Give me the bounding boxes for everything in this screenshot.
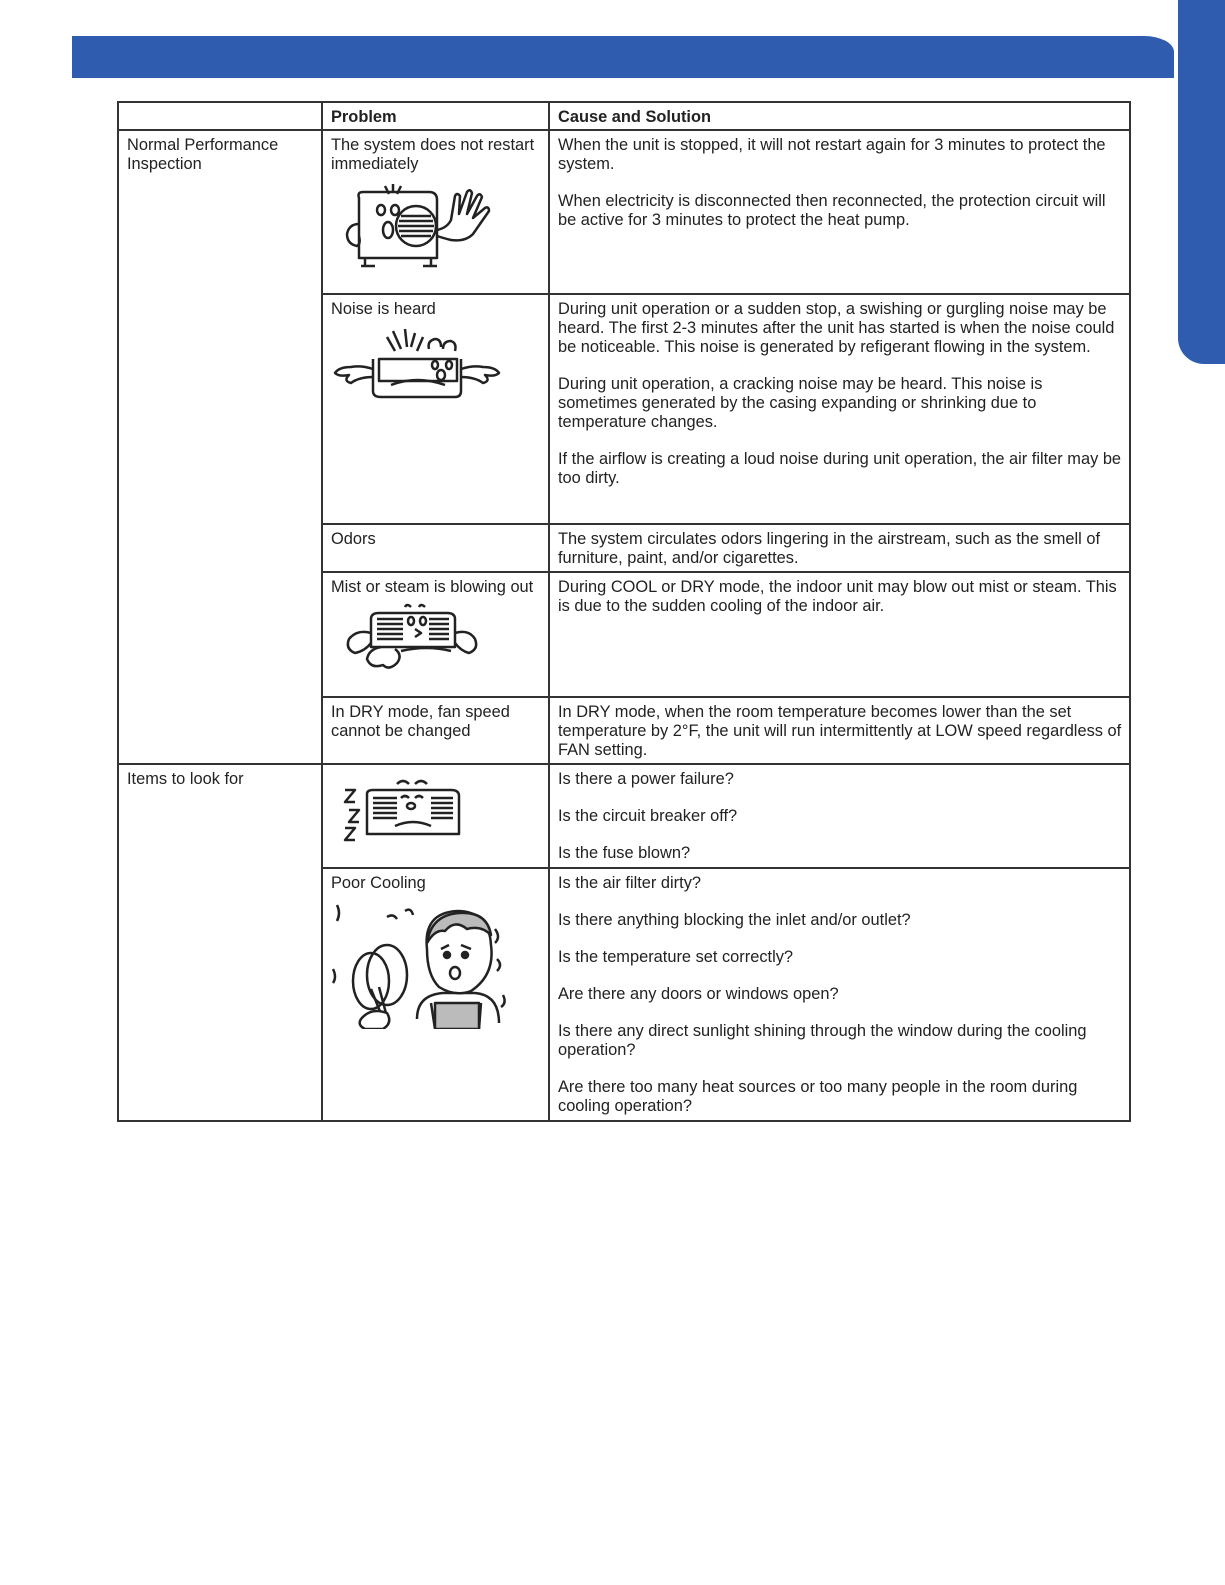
- cause-paragraph: Are there too many heat sources or too many people in the room during cooling operation?: [558, 1078, 1078, 1115]
- cause-paragraph: Is the temperature set correctly?: [558, 948, 794, 966]
- problem-text: In DRY mode, fan speed cannot be changed: [331, 703, 510, 740]
- section-label: Items to look for: [118, 764, 322, 1121]
- mist-unit-icon: [331, 603, 541, 675]
- cause-paragraph: During unit operation or a sudden stop, a swishing or gurgling noise may be heard. The first 2-3 minutes after the unit has started is when the noise could be noticeable. This noise is generated by refigerant flowing in the system.: [558, 300, 1115, 356]
- cause-paragraph: If the airflow is creating a loud noise during unit operation, the air filter may be too dirty.: [558, 450, 1122, 487]
- cause-paragraph: During unit operation, a cracking noise may be heard. This noise is sometimes generated by the casing expanding or shrinking due to temperature changes.: [558, 375, 1043, 431]
- cause-paragraph: Is there any direct sunlight shining through the window during the cooling operation?: [558, 1022, 1087, 1059]
- problem-cell: [322, 130, 549, 294]
- header-cause-solution: Cause and Solution: [549, 102, 1130, 130]
- problem-cell: [322, 697, 549, 764]
- cause-paragraph: Is the air filter dirty?: [558, 874, 702, 892]
- side-tab: [1178, 0, 1225, 364]
- noisy-unit-icon: [331, 325, 541, 405]
- hot-person-icon: [331, 899, 541, 1029]
- cause-paragraph: Is there anything blocking the inlet and/or outlet?: [558, 911, 911, 929]
- problem-cell: [322, 572, 549, 697]
- cause-cell: [549, 868, 1130, 1121]
- section-label: Normal Performance Inspection: [118, 130, 322, 764]
- cause-cell: [549, 524, 1130, 572]
- cause-paragraph: Is the fuse blown?: [558, 844, 691, 862]
- problem-text: Odors: [331, 530, 376, 548]
- troubleshooting-table: [117, 101, 1131, 1122]
- cause-cell: [549, 130, 1130, 294]
- cause-paragraph: During COOL or DRY mode, the indoor unit may blow out mist or steam. This is due to the sudden cooling of the indoor air.: [558, 578, 1117, 615]
- table-row: [118, 130, 1130, 294]
- header-bar: [72, 36, 1174, 78]
- table-header-row: [118, 102, 1130, 130]
- cause-cell: [549, 764, 1130, 868]
- cause-paragraph: When electricity is disconnected then reconnected, the protection circuit will be active for 3 minutes to protect the heat pump.: [558, 192, 1106, 229]
- problem-text: Mist or steam is blowing out: [331, 578, 534, 596]
- sleeping-unit-icon: [331, 776, 541, 848]
- cause-cell: [549, 697, 1130, 764]
- problem-text: The system does not restart immediately: [331, 136, 535, 173]
- cause-cell: [549, 294, 1130, 524]
- cause-paragraph: In DRY mode, when the room temperature becomes lower than the set temperature by 2°F, the unit will run intermittently at LOW speed regardless of FAN setting.: [558, 703, 1122, 759]
- problem-text: Poor Cooling: [331, 874, 426, 892]
- cause-paragraph: Are there any doors or windows open?: [558, 985, 839, 1003]
- cause-cell: [549, 572, 1130, 697]
- table-row: [118, 764, 1130, 868]
- header-problem: Problem: [322, 102, 549, 130]
- problem-cell: [322, 764, 549, 868]
- problem-text: Noise is heard: [331, 300, 436, 318]
- problem-cell: [322, 294, 549, 524]
- cause-paragraph: Is there a power failure?: [558, 770, 734, 788]
- cause-paragraph: Is the circuit breaker off?: [558, 807, 738, 825]
- problem-cell: [322, 868, 549, 1121]
- header-category: [118, 102, 322, 130]
- cause-paragraph: The system circulates odors lingering in the airstream, such as the smell of furniture, paint, and/or cigarettes.: [558, 530, 1101, 567]
- problem-cell: [322, 524, 549, 572]
- unit-stop-hand-icon: [331, 180, 541, 280]
- cause-paragraph: When the unit is stopped, it will not restart again for 3 minutes to protect the system.: [558, 136, 1106, 173]
